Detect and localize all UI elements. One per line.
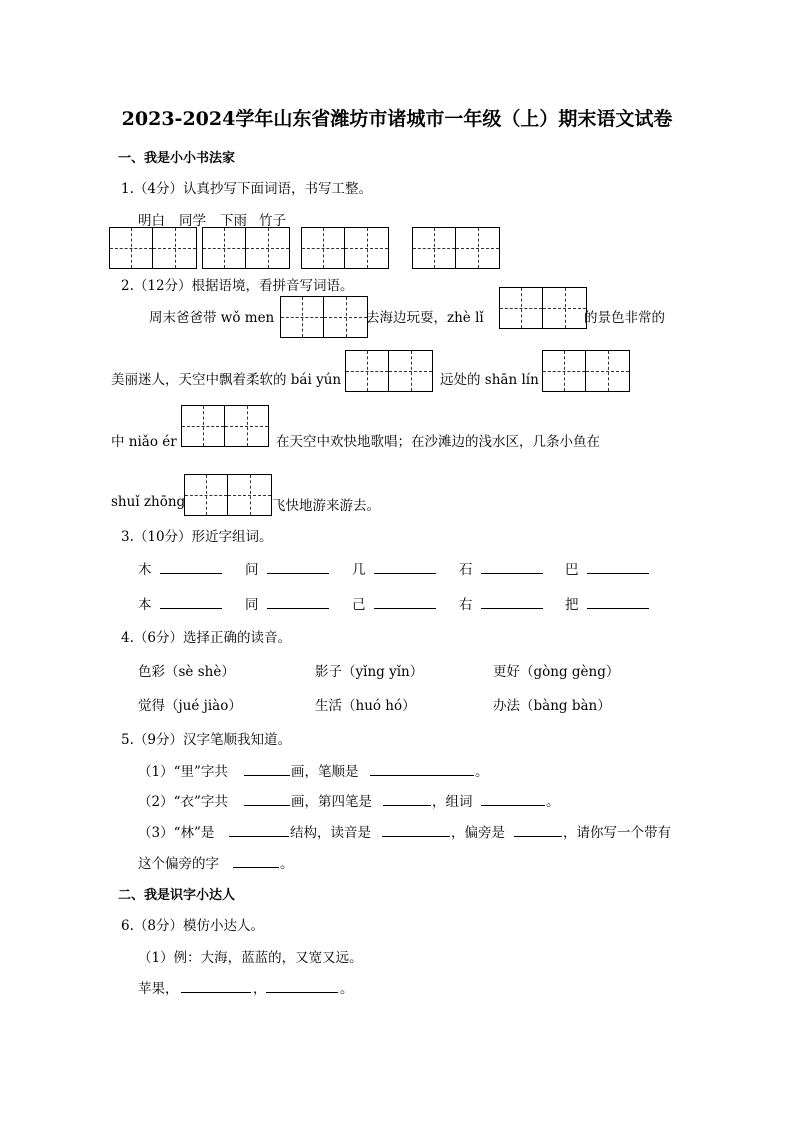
q3-char-ji: 几 (352, 562, 366, 578)
q5-line1-b: 画，笔顺是 (291, 764, 359, 780)
q2-text-4: 美丽迷人，天空中飘着柔软的 bái yún (111, 372, 342, 388)
q3-blank-3[interactable] (374, 559, 436, 574)
q3-blank-6[interactable] (160, 594, 222, 609)
writing-grid-shanlin[interactable] (542, 350, 630, 392)
q5-line2-a: （2）“衣”字共 (138, 794, 228, 810)
q6-line-a: 苹果， (138, 981, 179, 997)
q5-blank-lin-radical[interactable] (514, 822, 562, 837)
q6-line-c: 。 (340, 981, 354, 997)
page-title: 2023-2024学年山东省潍坊市诸城市一年级（上）期末语文试卷 (121, 108, 673, 130)
q1-word-4: 竹子 (259, 213, 286, 229)
q2-text-1: 周末爸爸带 wǒ men (149, 310, 275, 326)
q1-word-1: 明白 (138, 213, 165, 229)
q5-line1-a: （1）“里”字共 (138, 764, 228, 780)
writing-grid-zheli[interactable] (499, 287, 587, 329)
q5-blank-lin-structure[interactable] (229, 822, 289, 837)
writing-grid-q1-1[interactable] (109, 227, 197, 269)
q3-blank-4[interactable] (481, 559, 543, 574)
q4-item-yingzi[interactable]: 影子（yǐng yǐn） (315, 664, 424, 680)
q5-line3-d: ，请你写一个带有 (563, 825, 671, 841)
question-2-prompt: 2.（12分）根据语境，看拼音写词语。 (121, 278, 354, 294)
q5-line4-a: 这个偏旁的字 (138, 856, 219, 872)
q5-line3-a: （3）“林”是 (138, 825, 215, 841)
q3-blank-9[interactable] (481, 594, 543, 609)
q2-text-8: shuǐ zhōng (111, 494, 186, 510)
q5-line3-b: 结构，读音是 (290, 825, 371, 841)
writing-grid-q1-3[interactable] (301, 227, 389, 269)
q3-char-ji2: 己 (352, 597, 366, 613)
q6-line-b: ， (253, 981, 267, 997)
question-1-prompt: 1.（4分）认真抄写下面词语，书写工整。 (121, 181, 372, 197)
q5-line2-c: ，组词 (432, 794, 473, 810)
q5-line1-c: 。 (475, 764, 489, 780)
section-heading-1: 一、我是小小书法家 (118, 151, 236, 166)
question-6-prompt: 6.（8分）模仿小达人。 (121, 918, 264, 934)
writing-grid-q1-4[interactable] (412, 227, 500, 269)
q4-item-banfa[interactable]: 办法（bàng bàn） (493, 698, 611, 714)
q5-blank-li-order[interactable] (370, 761, 474, 776)
question-5-prompt: 5.（9分）汉字笔顺我知道。 (121, 732, 291, 748)
q3-blank-7[interactable] (267, 594, 329, 609)
q5-blank-lin-pinyin[interactable] (382, 822, 450, 837)
q4-item-shenghuo[interactable]: 生活（huó hó） (315, 698, 416, 714)
q3-char-you: 右 (459, 597, 473, 613)
writing-grid-shuizhong[interactable] (184, 474, 272, 516)
q5-blank-yi-word[interactable] (481, 791, 545, 806)
q3-char-wen: 问 (245, 562, 259, 578)
writing-grid-q1-2[interactable] (202, 227, 290, 269)
q4-item-genghao[interactable]: 更好（gòng gèng） (493, 664, 620, 680)
q6-blank-2[interactable] (266, 978, 338, 993)
q5-line3-c: ，偏旁是 (451, 825, 505, 841)
q4-item-juede[interactable]: 觉得（jué jiào） (138, 698, 242, 714)
q1-word-3: 下雨 (220, 213, 247, 229)
q3-char-mu: 木 (138, 562, 152, 578)
q5-blank-radical-char[interactable] (233, 853, 279, 868)
q2-text-9: 飞快地游来游去。 (272, 498, 380, 514)
writing-grid-women[interactable] (280, 296, 368, 338)
q2-text-6: 中 niǎo ér (111, 434, 177, 450)
q3-char-ben: 本 (138, 597, 152, 613)
q4-item-secai[interactable]: 色彩（sè shè） (138, 664, 235, 680)
writing-grid-baiyun[interactable] (345, 350, 433, 392)
q2-text-7: 在天空中欢快地歌唱；在沙滩边的浅水区，几条小鱼在 (276, 434, 600, 450)
q3-char-ba: 巴 (565, 562, 579, 578)
q1-word-2: 同学 (179, 213, 206, 229)
section-heading-2: 二、我是识字小达人 (118, 888, 236, 903)
q5-line4-b: 。 (280, 856, 294, 872)
q3-blank-10[interactable] (587, 594, 649, 609)
q6-example: （1）例：大海，蓝蓝的，又宽又远。 (138, 950, 363, 966)
q3-char-ba2: 把 (565, 597, 579, 613)
writing-grid-niaoer[interactable] (181, 405, 269, 447)
q3-char-tong: 同 (245, 597, 259, 613)
q5-line2-d: 。 (546, 794, 560, 810)
q5-blank-yi-strokes[interactable] (244, 791, 290, 806)
q2-text-2: 去海边玩耍，zhè lǐ (366, 310, 484, 326)
q3-char-shi: 石 (459, 562, 473, 578)
q3-blank-1[interactable] (160, 559, 222, 574)
q3-blank-2[interactable] (267, 559, 329, 574)
q2-text-3: 的景色非常的 (584, 310, 665, 326)
q6-blank-1[interactable] (181, 978, 251, 993)
question-3-prompt: 3.（10分）形近字组词。 (121, 529, 273, 545)
question-4-prompt: 4.（6分）选择正确的读音。 (121, 630, 291, 646)
q5-blank-yi-fourth[interactable] (383, 791, 431, 806)
q5-line2-b: 画，第四笔是 (291, 794, 372, 810)
q2-text-5: 远处的 shān lín (440, 372, 539, 388)
q5-blank-li-strokes[interactable] (244, 761, 290, 776)
q3-blank-5[interactable] (587, 559, 649, 574)
q3-blank-8[interactable] (374, 594, 436, 609)
